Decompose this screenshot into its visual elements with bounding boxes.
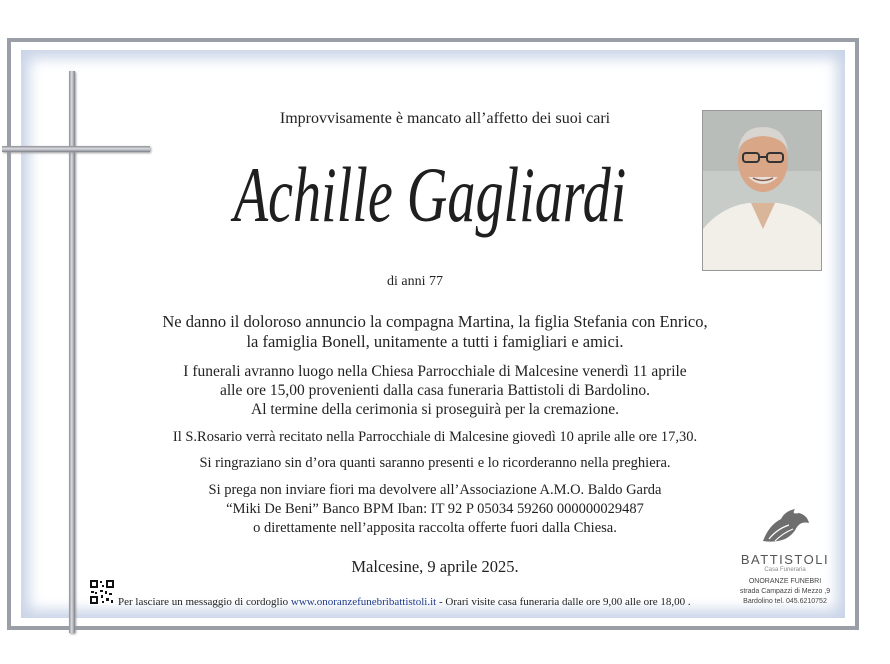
portrait-icon [703, 111, 822, 271]
portrait-photo [702, 110, 822, 271]
logo-line: ONORANZE FUNEBRI [748, 578, 822, 585]
donation-info [120, 481, 750, 538]
funeral-line: I funerali avranno luogo nella Chiesa Parrocchiale di Malcesine venerdì 11 aprile [183, 363, 687, 380]
donation-line: Si prega non inviare fiori ma devolvere all’Associazione A.M.O. Baldo Garda [208, 482, 662, 498]
horse-logo-icon [755, 505, 815, 545]
donation-line: o direttamente nell’apposita raccolta offerte fuori dalla Chiesa. [253, 520, 617, 536]
funeral-line: alle ore 15,00 provenienti dalla casa funeraria Battistoli di Bardolino. [220, 382, 650, 399]
funeral-home-logo [730, 505, 840, 607]
cross-icon [69, 71, 75, 633]
footer-prefix: Per lasciare un messaggio di cordoglio [118, 596, 289, 608]
footer-line [118, 596, 691, 608]
rosary-info: Il S.Rosario verrà recitato nella Parrocchiale di Malcesine giovedì 10 aprile alle ore 17,30. [172, 429, 698, 445]
announcement-line: la famiglia Bonell, unitamente a tutti i famigliari e amici. [246, 332, 624, 351]
cross-icon-arm [2, 146, 150, 152]
place-date: Malcesine, 9 aprile 2025. [351, 557, 519, 576]
funeral-line: Al termine della cerimonia si proseguirà per la cremazione. [251, 401, 619, 418]
logo-brand: BATTISTOLI [740, 552, 830, 567]
age-text: di anni 77 [387, 274, 443, 289]
logo-line: strada Campazzi di Mezzo ,9 [739, 588, 831, 595]
funeral-info [120, 362, 750, 419]
intro-text: Improvvisamente è mancato all’affetto dei suoi cari [279, 110, 611, 127]
announcement-line: Ne danno il doloroso annuncio la compagna Martina, la figlia Stefania con Enrico, [162, 312, 708, 331]
website-link[interactable]: www.onoranzefunebribattistoli.it [290, 596, 437, 608]
qr-code-icon[interactable] [89, 579, 115, 605]
donation-line: “Miki De Beni” Banco BPM Iban: IT 92 P 05034 59260 000000029487 [226, 501, 644, 517]
logo-line: Bardolino tel. 045.6210752 [743, 598, 827, 605]
deceased-name: Achille Gagliardi [233, 151, 627, 238]
thanks-text: Si ringraziano sin d’ora quanti saranno presenti e lo ricorderanno nella preghiera. [199, 455, 671, 471]
footer-suffix: - Orari visite casa funeraria dalle ore 9,00 alle ore 18,00 . [436, 596, 691, 608]
logo-tagline: Casa Funeraria [764, 567, 806, 573]
announcement [120, 312, 750, 352]
